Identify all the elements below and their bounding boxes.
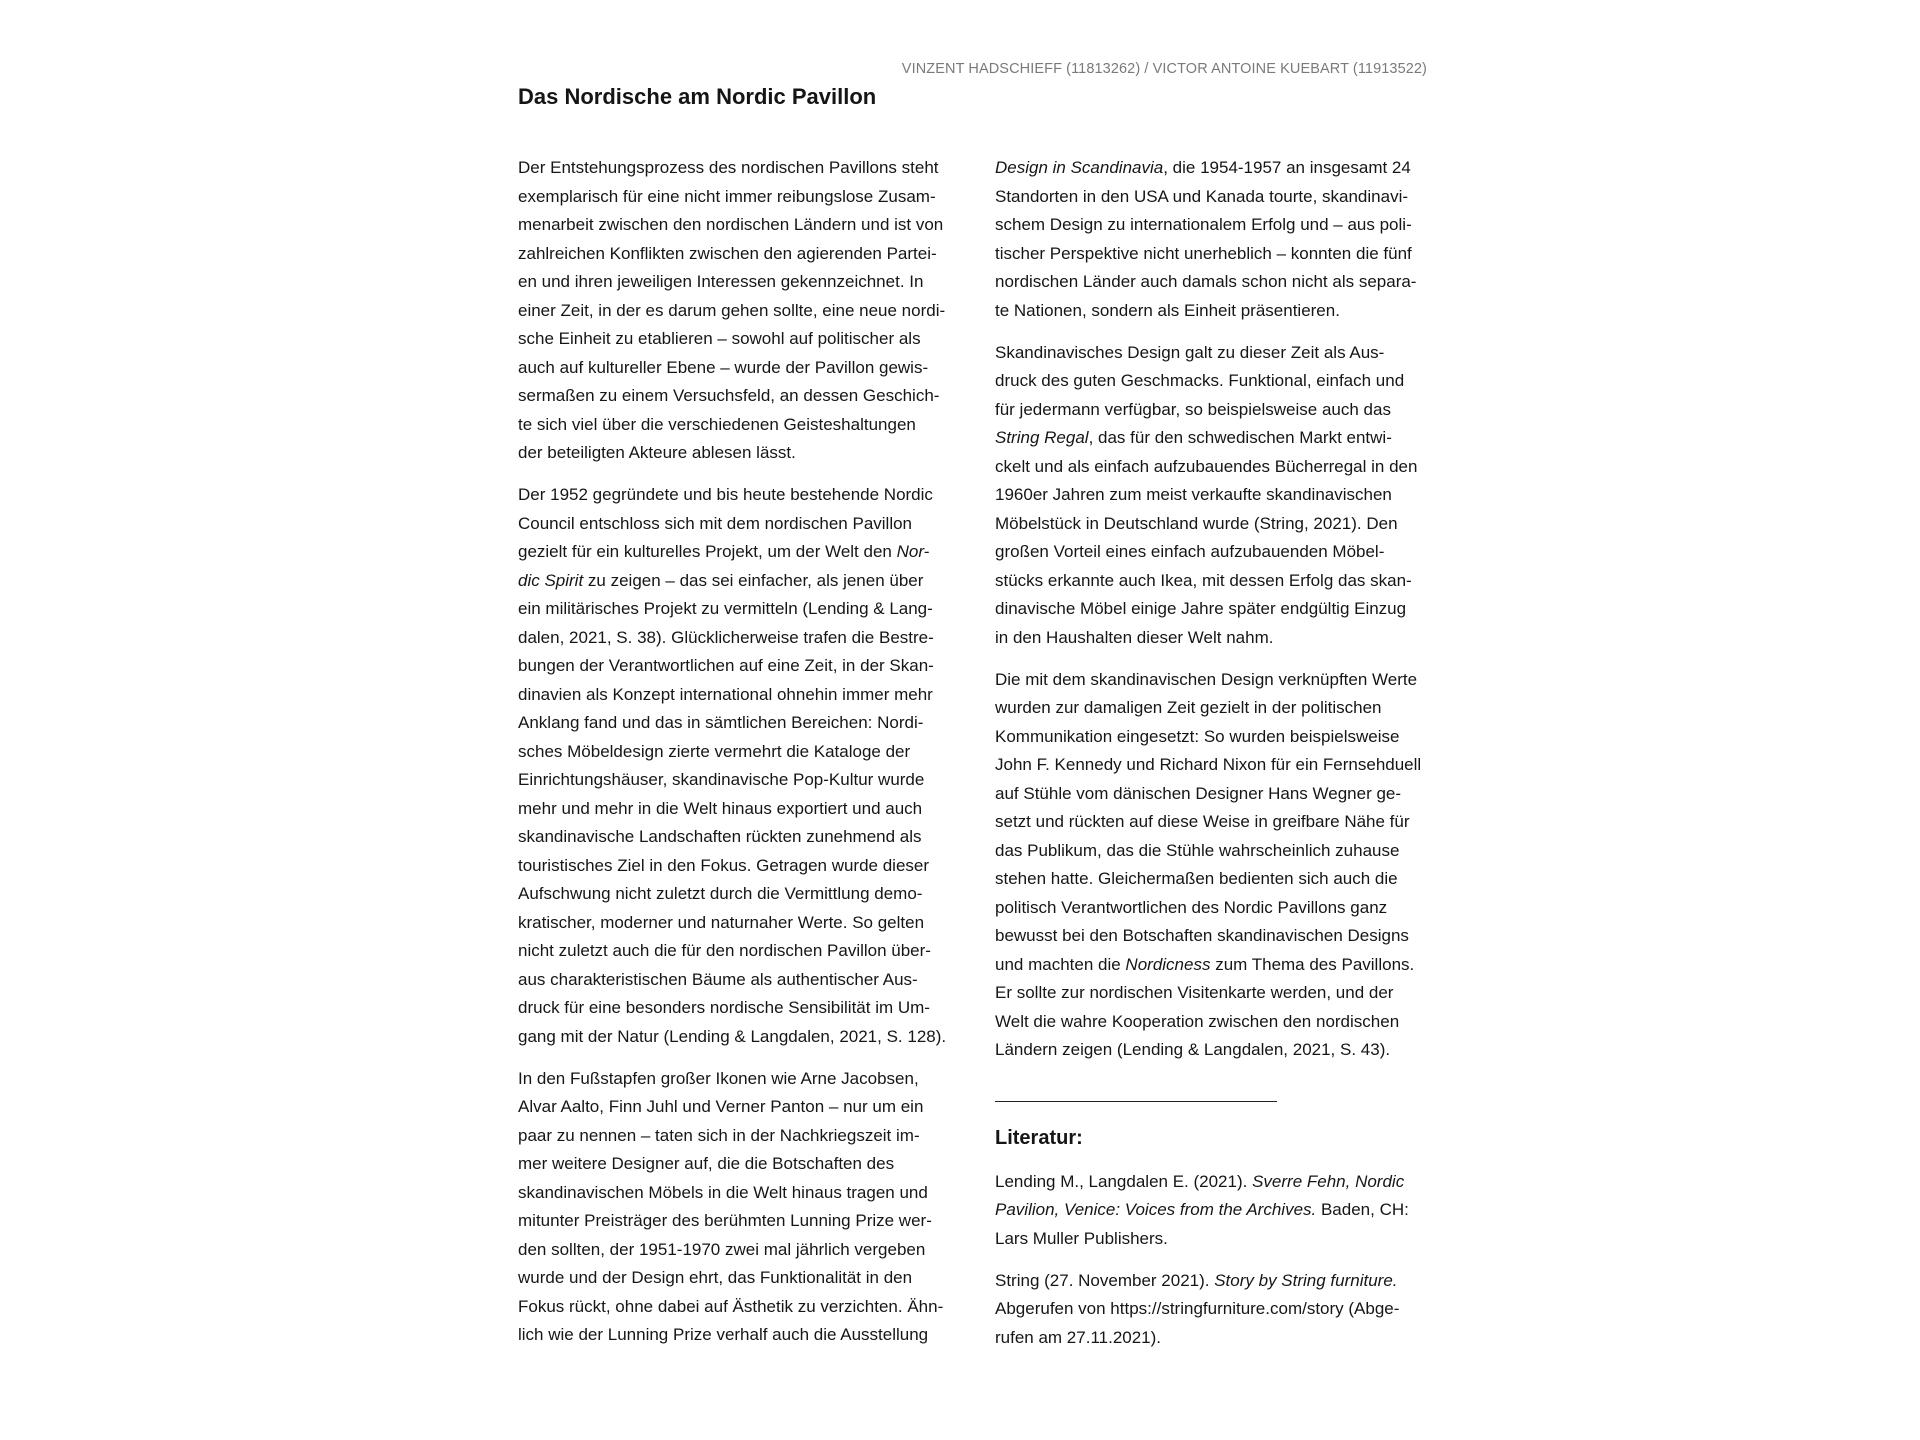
text-line: Der Entstehungsprozess des nordischen Pavillons steht xyxy=(518,158,939,177)
text-line: Der 1952 gegründete und bis heute bestehende Nordic xyxy=(518,485,933,504)
text-line: aus charakteristischen Bäume als authentischer Aus- xyxy=(518,969,918,989)
text-run: , die 1954-1957 an insgesamt 24 xyxy=(1163,158,1411,177)
text-line: tischer Perspektive nicht unerheblich – konnten die fünf xyxy=(995,243,1412,263)
text-line xyxy=(995,154,1435,183)
emphasis-string-regal: String Regal xyxy=(995,428,1089,447)
text-line: Fokus rückt, ohne dabei auf Ästhetik zu verzichten. Ähn- xyxy=(518,1296,944,1316)
emphasis-nordic-spirit: Nor- xyxy=(896,542,930,561)
text-line: sches Möbeldesign zierte vermehrt die Kataloge der xyxy=(518,741,911,761)
text-run: und machten die xyxy=(995,954,1126,974)
text-line: John F. Kennedy und Richard Nixon für ein Fernsehduell xyxy=(995,755,1422,774)
text-line: te sich viel über die verschiedenen Geisteshaltungen xyxy=(518,414,916,434)
reference-string xyxy=(995,1267,1435,1353)
text-line: paar zu nennen – taten sich in der Nachkriegszeit im- xyxy=(518,1125,920,1145)
page-title: Das Nordische am Nordic Pavillon xyxy=(518,84,877,109)
text-line: 1960er Jahren zum meist verkaufte skandinavischen xyxy=(995,485,1392,504)
text-line: skandinavischen Möbels in die Welt hinaus tragen und xyxy=(518,1182,928,1202)
text-line: Die mit dem skandinavischen Design verknüpften Werte xyxy=(995,669,1418,689)
text-line: Anklang fand und das in sämtlichen Bereichen: Nordi- xyxy=(518,713,924,732)
right-column xyxy=(995,154,1435,1366)
text-line: Skandinavisches Design galt zu dieser Zeit als Aus- xyxy=(995,342,1385,362)
text-line: lich wie der Lunning Prize verhalf auch die Ausstellung xyxy=(518,1325,929,1344)
text-line: großen Vorteil eines einfach aufzubauenden Möbel- xyxy=(995,542,1385,561)
text-line: mitunter Preisträger des berühmten Lunning Prize wer- xyxy=(518,1211,932,1230)
paragraph-design-in-scandinavia xyxy=(995,154,1435,325)
text-line: druck des guten Geschmacks. Funktional, einfach und xyxy=(995,371,1405,390)
literature-heading: Literatur: xyxy=(995,1126,1083,1149)
paragraph-geschmack xyxy=(995,339,1435,653)
text-run: , das für den schwedischen Markt entwi- xyxy=(1088,428,1392,447)
text-line: stehen hatte. Gleichermaßen bedienten sich auch die xyxy=(995,869,1398,888)
text-line: zahlreichen Konflikten zwischen den agierenden Partei- xyxy=(518,243,937,263)
emphasis-nordicness: Nordicness xyxy=(1125,954,1211,974)
text-line: exemplarisch für eine nicht immer reibungslose Zusam- xyxy=(518,186,936,206)
text-line xyxy=(995,1267,1435,1296)
paragraph-ikonen xyxy=(518,1065,958,1350)
text-line: mehr und mehr in die Welt hinaus exportiert und auch xyxy=(518,798,923,818)
text-line: te Nationen, sondern als Einheit präsentieren. xyxy=(995,300,1340,320)
text-line: einer Zeit, in der es darum gehen sollte, eine neue nordi- xyxy=(518,300,946,320)
text-line: en und ihren jeweiligen Interessen gekennzeichnet. In xyxy=(518,272,924,291)
text-line: druck für eine besonders nordische Sensibilität im Um- xyxy=(518,998,930,1017)
emphasis-book-title: Sverre Fehn, Nordic xyxy=(1252,1171,1405,1191)
text-run: gezielt für ein kulturelles Projekt, um der Welt den xyxy=(518,542,897,561)
text-line: der beteiligten Akteure ablesen lässt. xyxy=(518,443,796,462)
text-line: Ländern zeigen (Lending & Langdalen, 2021, S. 43). xyxy=(995,1040,1391,1059)
text-line: Welt die wahre Kooperation zwischen den nordischen xyxy=(995,1011,1400,1031)
text-line: auf Stühle vom dänischen Designer Hans Wegner ge- xyxy=(995,783,1402,803)
emphasis-exhibition-title: Design in Scandinavia xyxy=(995,158,1164,177)
text-line: auch auf kultureller Ebene – wurde der Pavillon gewis- xyxy=(518,357,929,377)
left-column xyxy=(518,154,958,1363)
paragraph-nordic-council xyxy=(518,481,958,1051)
text-line: kratischer, moderner und naturnaher Werte. So gelten xyxy=(518,912,925,932)
text-line: dinavische Möbel einige Jahre später endgültig Einzug xyxy=(995,599,1407,618)
text-line: wurde und der Design ehrt, das Funktionalität in den xyxy=(518,1268,913,1287)
text-line: Standorten in den USA und Kanada tourte, skandinavi- xyxy=(995,186,1409,206)
emphasis-nordic-spirit: dic Spirit xyxy=(518,570,584,590)
text-line: Lars Muller Publishers. xyxy=(995,1228,1168,1248)
text-line: das Publikum, das die Stühle wahrscheinlich zuhause xyxy=(995,840,1400,860)
text-run: zum Thema des Pavillons. xyxy=(1210,954,1415,974)
text-line xyxy=(518,567,958,596)
text-line: sche Einheit zu etablieren – sowohl auf politischer als xyxy=(518,329,921,348)
text-run: zu zeigen – das sei einfacher, als jenen über xyxy=(583,570,924,590)
text-line: touristisches Ziel in den Fokus. Getragen wurde dieser xyxy=(518,855,930,875)
text-run: String (27. November 2021). xyxy=(995,1270,1215,1290)
text-line: Er sollte zur nordischen Visitenkarte werden, und der xyxy=(995,983,1394,1002)
text-line: Kommunikation eingesetzt: So wurden beispielsweise xyxy=(995,726,1400,746)
text-line: skandinavische Landschaften rückten zunehmend als xyxy=(518,827,922,846)
text-line: setzt und rückten auf diese Weise in greifbare Nähe für xyxy=(995,812,1410,831)
text-line: politisch Verantwortlichen des Nordic Pavillons ganz xyxy=(995,897,1388,917)
text-line: Aufschwung nicht zuletzt durch die Vermittlung demo- xyxy=(518,884,923,903)
text-line: wurden zur damaligen Zeit gezielt in der politischen xyxy=(995,698,1382,717)
text-line: stücks erkannte auch Ikea, mit dessen Erfolg das skan- xyxy=(995,570,1412,590)
text-line: sermaßen zu einem Versuchsfeld, an dessen Geschich- xyxy=(518,386,940,405)
text-run: Lending M., Langdalen E. (2021). xyxy=(995,1171,1253,1191)
emphasis-web-title: Story by String furniture. xyxy=(1214,1270,1398,1290)
text-line: in den Haushalten dieser Welt nahm. xyxy=(995,627,1274,647)
emphasis-book-title: Pavilion, Venice: Voices from the Archives. xyxy=(995,1200,1317,1219)
text-line: den sollten, der 1951-1970 zwei mal jährlich vergeben xyxy=(518,1239,926,1259)
text-line: gang mit der Natur (Lending & Langdalen, 2021, S. 128). xyxy=(518,1026,947,1046)
text-line: für jedermann verfügbar, so beispielsweise auch das xyxy=(995,399,1391,419)
text-line: Council entschloss sich mit dem nordischen Pavillon xyxy=(518,513,913,533)
text-line: In den Fußstapfen großer Ikonen wie Arne Jacobsen, xyxy=(518,1068,919,1088)
text-line: dalen, 2021, S. 38). Glücklicherweise trafen die Bestre- xyxy=(518,627,934,647)
text-line: bungen der Verantwortlichen auf eine Zeit, in der Skan- xyxy=(518,656,934,675)
text-line xyxy=(518,538,958,567)
text-line: Einrichtungshäuser, skandinavische Pop-Kultur wurde xyxy=(518,770,925,789)
text-line: ein militärisches Projekt zu vermitteln (Lending & Lang- xyxy=(518,599,933,618)
text-line xyxy=(995,1168,1435,1197)
text-line: bewusst bei den Botschaften skandinavischen Designs xyxy=(995,926,1409,945)
text-line: ckelt und als einfach aufzubauendes Bücherregal in den xyxy=(995,456,1418,476)
paragraph-politische-kommunikation xyxy=(995,666,1435,1065)
text-line xyxy=(995,424,1435,453)
text-line: rufen am 27.11.2021). xyxy=(995,1327,1162,1347)
text-line: nordischen Länder auch damals schon nicht als separa- xyxy=(995,272,1417,291)
paragraph-entstehungsprozess xyxy=(518,154,958,468)
text-line: menarbeit zwischen den nordischen Ländern und ist von xyxy=(518,215,944,234)
separator-rule xyxy=(995,1101,1277,1102)
text-line: Alvar Aalto, Finn Juhl und Verner Panton – nur um ein xyxy=(518,1097,924,1116)
text-line: mer weitere Designer auf, die die Botschaften des xyxy=(518,1154,895,1173)
reference-lending xyxy=(995,1168,1435,1254)
text-line: nicht zuletzt auch die für den nordischen Pavillon über- xyxy=(518,941,931,960)
text-line: dinavien als Konzept international ohnehin immer mehr xyxy=(518,684,933,704)
text-run: Baden, CH: xyxy=(1316,1200,1409,1219)
text-line: Abgerufen von https://stringfurniture.com/story (Abge- xyxy=(995,1299,1400,1318)
text-line xyxy=(995,1196,1435,1225)
text-line xyxy=(995,951,1435,980)
author-line: VINZENT HADSCHIEFF (11813262) / VICTOR ANTOINE KUEBART (11913522) xyxy=(901,61,1427,77)
text-line: schem Design zu internationalem Erfolg und – aus poli- xyxy=(995,215,1412,234)
text-line: Möbelstück in Deutschland wurde (String, 2021). Den xyxy=(995,513,1398,533)
